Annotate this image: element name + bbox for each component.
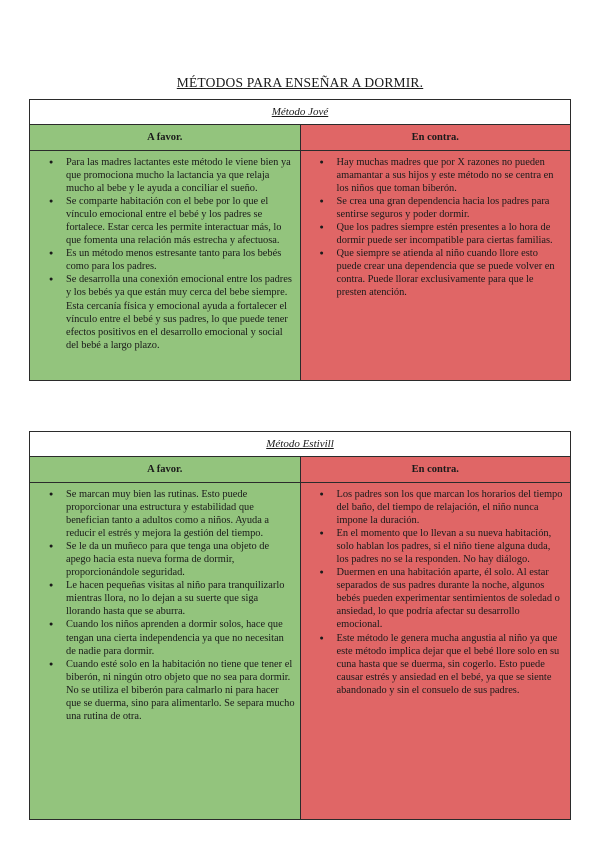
list-item: ● Se le da un muñeco para que tenga una objeto de apego hacia esta nueva forma de dormir, proporcionándole seguridad. [66,540,295,579]
contra-list [301,156,571,300]
contra-header: En contra. [300,125,571,151]
method-table-jove [29,99,571,381]
list-item: ● Este método le genera mucha angustia al niño ya que este método implica dejar que el bebé llore solo en su cuna hasta que se duerma, sin cogerlo. Esto puede causar estrés y ansiedad en el bebé, ya que se siente abandonado y sin el consuelo de sus padres. [337,632,566,697]
favor-cell [30,151,301,381]
contra-cell [300,483,571,820]
page-title: MÉTODOS PARA ENSEÑAR A DORMIR. [176,75,424,90]
list-item: ● En el momento que lo llevan a su nueva habitación, solo hablan los padres, si el niño tiene alguna duda, los padres no se la responden. No hay diálogo. [337,527,566,566]
list-item: ● Se crea una gran dependencia hacia los padres para sentirse seguros y poder dormir. [337,195,566,221]
contra-header: En contra. [300,457,571,483]
list-item: ● Que los padres siempre estén presentes a lo hora de dormir puede ser incompatible para ciertas familias. [337,221,566,247]
method-table-estivill [29,431,571,820]
favor-list [30,156,300,352]
favor-list [30,488,300,723]
list-item: ● Duermen en una habitación aparte, él solo. Al estar separados de sus padres durante la noche, algunos bebés pueden experimentar sentimientos de soledad o ansiedad, lo que podría afectar su desarrollo emocional. [337,566,566,631]
list-item: ● Para las madres lactantes este método le viene bien ya que promociona mucho la lactancia ya que relaja mucho al bebe y le ayuda a conciliar el sueño. [66,156,295,195]
list-item: ● Se desarrolla una conexión emocional entre los padres y los bebés ya que están muy cerca del bebe siempre. Esta cercanía física y emocional ayuda a fortalecer el vínculo entre el bebé y sus padres, lo que puede tener efectos positivos en el desarrollo emocional y social del bebé a largo plazo. [66,273,295,351]
favor-header: A favor. [30,457,301,483]
list-item: ● Hay muchas madres que por X razones no pueden amamantar a sus hijos y este método no se centra en los niños que toman biberón. [337,156,566,195]
favor-header: A favor. [30,125,301,151]
list-item: ● Se marcan muy bien las rutinas. Esto puede proporcionar una estructura y estabilidad que benefician tanto a adultos como a niños. Ayuda a reducir el estrés y mejora la gestión del tiempo. [66,488,295,540]
list-item: ● Los padres son los que marcan los horarios del tiempo del baño, del tiempo de relajación, el niño nunca impone la duración. [337,488,566,527]
favor-cell [30,483,301,820]
list-item: ● Que siempre se atienda al niño cuando llore esto puede crear una dependencia que se puede volver en contra. Puede llorar exclusivamente para que le presten atención. [337,247,566,299]
method-title: Método Estivill [30,432,571,457]
list-item: ● Es un método menos estresante tanto para los bebés como para los padres. [66,247,295,273]
contra-list [301,488,571,697]
list-item: ● Cuando esté solo en la habitación no tiene que tener el biberón, ni ningún otro objeto que no sea para dormir. No se utiliza el biberón para calmarlo ni para hacer que se duerma, sino para alimentarlo. Se separa mucho una rutina de otra. [66,658,295,723]
method-title: Método Jové [30,100,571,125]
list-item: ● Cuando los niños aprenden a dormir solos, hace que tengan una cierta independencia ya que no necesitan de nadie para dormir. [66,618,295,657]
list-item: ● Se comparte habitación con el bebe por lo que el vínculo emocional entre el bebé y los padres se fortalece. Estar cerca les permite interactuar más, lo que fomenta una relación más estrecha y afectuosa. [66,195,295,247]
list-item: ● Le hacen pequeñas visitas al niño para tranquilizarlo mientras llora, no lo dejan a su suerte que siga llorando hasta que se aburra. [66,579,295,618]
contra-cell [300,151,571,381]
